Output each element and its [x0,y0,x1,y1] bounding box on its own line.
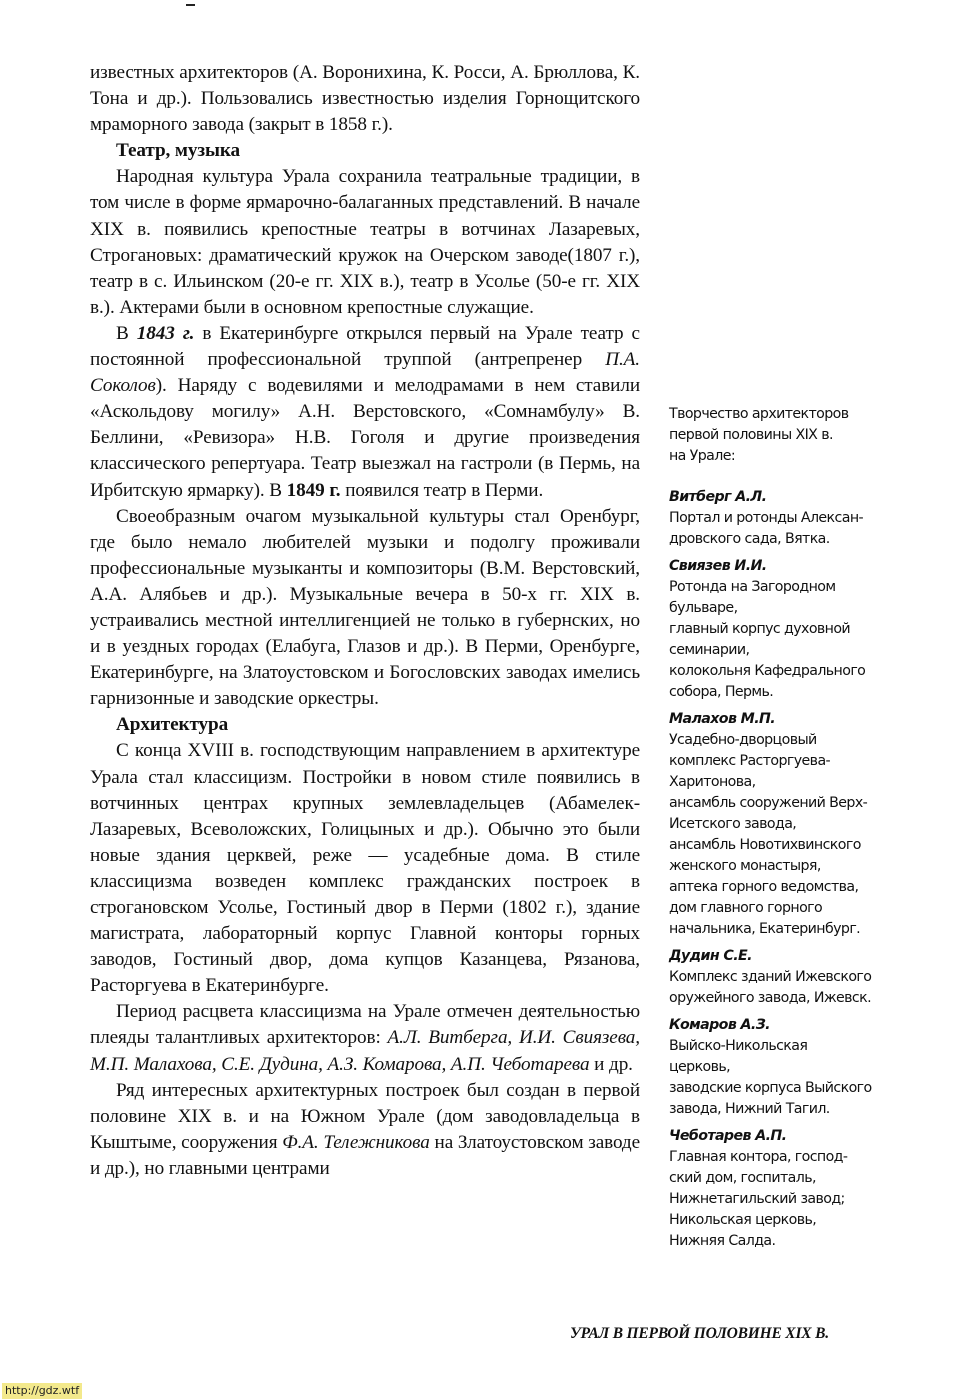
work-line: ский дом, госпиталь, [669,1170,816,1186]
work-line: женского монастыря, [669,858,821,874]
sidebar-intro [669,404,899,467]
work-line: Нижнетагильский завод; [669,1191,845,1207]
work-line: дом главного горного [669,900,823,916]
sidebar-entry-komarov [669,1015,899,1120]
architect-name: Малахов М.П. [669,711,776,727]
work-line: завода, Нижний Тагил. [669,1101,830,1117]
text: появился театр в Перми. [340,479,544,501]
text: на Златоустовском заводе и др.), но главными центрами [90,1131,641,1179]
main-text-column [90,60,640,1182]
year-1843: 1843 г. [136,322,195,344]
person-telezhnikov: Ф.А. Тележникова [282,1131,430,1153]
paragraph-ekaterinburg-theatre [90,321,640,504]
sidebar-entry-dudin [669,946,899,1009]
work-line: Никольская церковь, [669,1212,817,1228]
architect-name: Свиязев И.И. [669,558,767,574]
work-line: бульваре, [669,600,738,616]
work-line: аптека горного ведомства, [669,879,859,895]
work-line: ансамбль Новотихвинского [669,837,861,853]
work-line: комплекс Расторгуева- [669,753,831,769]
architect-names: А.Л. Витберга, И.И. Свиязева, М.П. Малахова, С.Е. Дудина, А.З. Комарова, А.П. Чеботарева [90,1027,640,1075]
sidebar-intro-line: Творчество архитекторов [669,406,849,422]
text: и др. [589,1053,633,1075]
top-dash-mark [186,4,195,6]
work-line: начальника, Екатеринбург. [669,921,861,937]
paragraph-south-ural [90,1078,640,1182]
work-line: дровского сада, Вятка. [669,531,830,547]
sidebar-entry-chebotarev [669,1126,899,1252]
work-line: главный корпус духовной [669,621,851,637]
text: ). Наряду с водевилями и мелодрамами в нем ставили «Аскольдову могилу» А.Н. Верстовского, «Сомнамбулу» В. Беллини, «Ревизора» Н.В. Гоголя и другие произведения классического репертуара. Театр выезжал на гастроли (в Пермь, на Ирбитскую ярмарку). В [90,375,640,501]
sidebar-architects [669,404,899,1258]
sidebar-intro-line: на Урале: [669,448,736,464]
paragraph-architects-intro: известных архитекторов (А. Воронихина, К. Росси, А. Брюллова, К. Тона и др.). Пользовались известностью изделия Горнощитского мраморного завода (закрыт в 1858 г.). [90,62,640,136]
text: В [116,322,137,344]
architect-name: Дудин С.Е. [669,948,752,964]
work-line: Комплекс зданий Ижевского [669,969,872,985]
person-sokolov: П.А. Соколов [90,349,640,397]
work-line: оружейного завода, Ижевск. [669,990,871,1006]
work-line: Главная контора, господ- [669,1149,848,1165]
heading-theatre-music: Театр, музыка [116,140,241,162]
work-line: семинарии, [669,642,750,658]
work-line: Усадебно-дворцовый [669,732,817,748]
paragraph-music-culture: Своеобразным очагом музыкальной культуры стал Оренбург, где было немало любителей музыки и подолгу проживали профессиональные музыканты и композиторы (В.М. Верстовский, А.А. Алябьев и др.). Музыкальные вечера в 50-х гг. XIX в. устраивались местной интеллигенцией не только в губернских, но и в уездных городах (Елабуга, Глазов и др.). В Перми, Оренбурге, Екатеринбурге, на Златоустовском и Богословских заводах имелись гарнизонные и заводские оркестры. [90,505,640,710]
work-line: собора, Пермь. [669,684,774,700]
paragraph-folk-theatre: Народная культура Урала сохранила театральные традиции, в том числе в форме ярмарочно-балаганных представлений. В начале XIX в. появились крепостные театры в вотчинах Лазаревых, Строгановых: драматический кружок на Очерском заводе(1807 г.), театр в с. Ильинском (20-е гг. XIX в.), театр в Усолье (50-е гг. XIX в.). Актерами были в основном крепостные служащие. [90,166,640,318]
architect-name: Витберг А.Л. [669,489,767,505]
sidebar-entry-vitberg [669,487,899,550]
running-footer-title: УРАЛ В ПЕРВОЙ ПОЛОВИНЕ XIX В. [570,1325,829,1342]
work-line: ансамбль сооружений Верх- [669,795,868,811]
work-line: колокольня Кафедрального [669,663,866,679]
watermark-link[interactable]: http://gdz.wtf [2,1383,82,1399]
work-line: Портал и ротонды Алексан- [669,510,864,526]
work-line: заводские корпуса Выйского [669,1080,872,1096]
sidebar-entry-sviyazev [669,556,899,703]
work-line: Нижняя Салда. [669,1233,776,1249]
architect-name: Комаров А.З. [669,1017,770,1033]
work-line: Выйско-Никольская [669,1038,808,1054]
work-line: Ротонда на Загородном [669,579,836,595]
text: Период расцвета классицизма на Урале отмечен деятельностью плеяды талантливых архитекторов: [90,1001,640,1049]
sidebar-entry-malakhov [669,709,899,940]
work-line: церковь, [669,1059,731,1075]
heading-architecture: Архитектура [116,714,229,736]
work-line: Харитонова, [669,774,756,790]
paragraph-architects-list [90,999,640,1077]
year-1849: 1849 г. [286,479,341,501]
text: Ряд интересных архитектурных построек был создан в первой половине XIX в. и на Южном Урале (дом заводовладельца в Кыштыме, сооружения [90,1079,640,1153]
sidebar-intro-line: первой половины XIX в. [669,427,833,443]
work-line: Исетского завода, [669,816,797,832]
paragraph-classicism: С конца XVIII в. господствующим направлением в архитектуре Урала стал классицизм. Постройки в новом стиле появились в вотчинных центрах крупных землевладельцев (Абамелек-Лазаревых, Всеволожских, Голицыных и др.). Обычно это были новые здания церквей, реже — усадебные дома. В стиле классицизма возведен комплекс гражданских построек в строгановском Усолье, Гостиный двор в Перми (1802 г.), здание магистрата, лабораторный корпус Главной конторы горных заводов, Гостиный двор, дома купцов Казанцева, Рязанова, Расторгуева в Екатеринбурге. [90,740,640,997]
text: в Екатеринбурге открылся первый на Урале театр с постоянной профессиональной труппой (антрепренер [90,322,640,371]
architect-name: Чеботарев А.П. [669,1128,787,1144]
